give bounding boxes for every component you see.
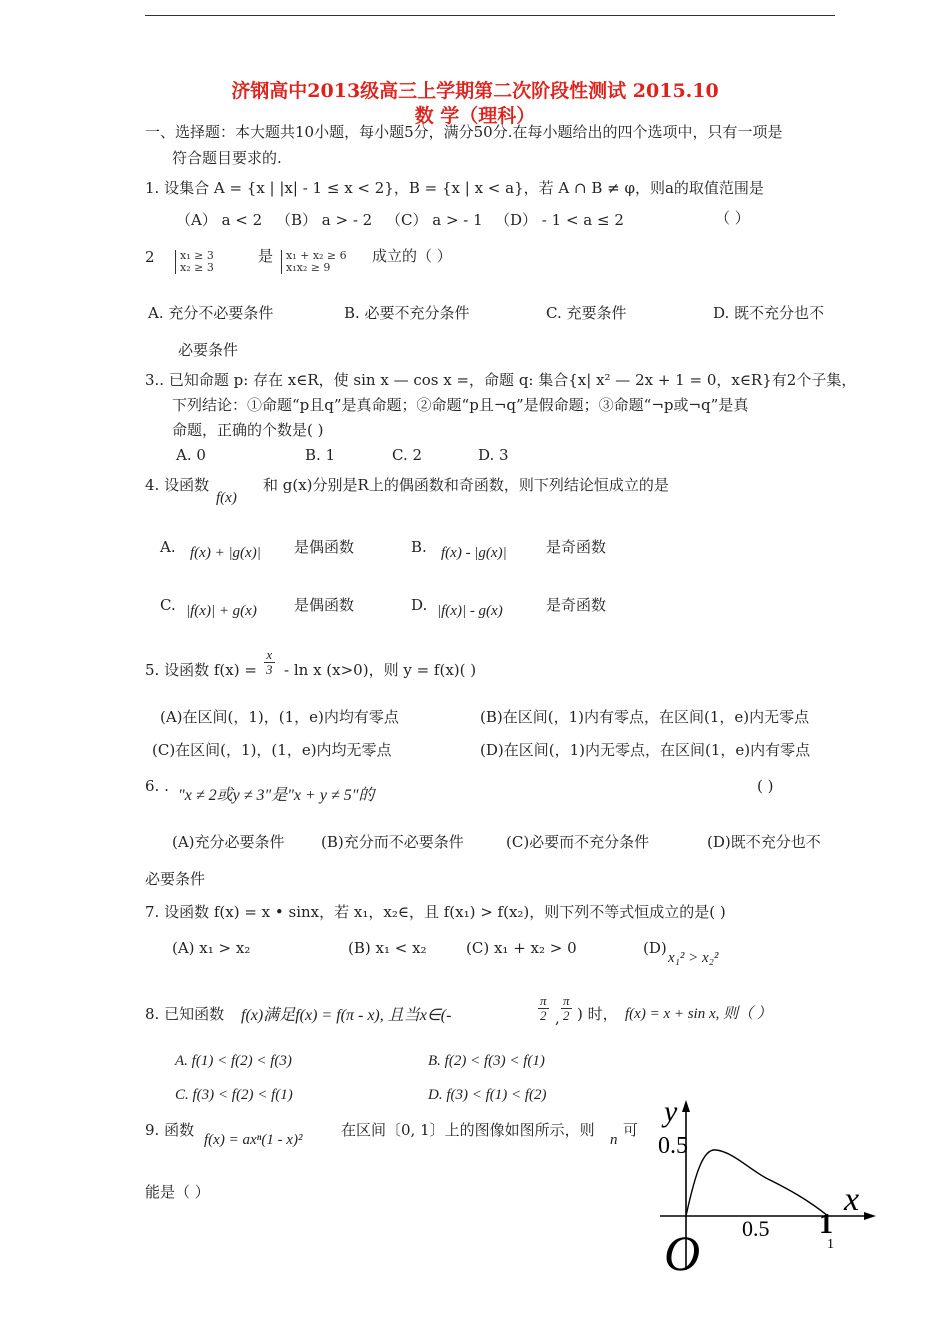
q3-option-b: B. 1 — [305, 446, 336, 464]
q7-option-a: (A) x₁ > x₂ — [172, 939, 251, 957]
q8-frac1-den: 2 — [540, 1008, 547, 1023]
q7-option-b: (B) x₁ < x₂ — [348, 939, 427, 957]
q8-stem-d: f(x) = x + sin x, 则（ ） — [625, 1006, 772, 1022]
q3-line2: 下列结论：①命题“p且q”是真命题；②命题“p且¬q”是假命题；③命题“¬p或¬q”是真 — [172, 396, 749, 414]
x-tick-label-one: 1 — [819, 1209, 833, 1240]
q8-stem-c: ) 时， — [577, 1005, 618, 1023]
q4-stem-a: 4. 设函数 — [145, 476, 210, 494]
q3-option-c: C. 2 — [392, 446, 423, 464]
q4-option-b-expr: f(x) - |g(x)| — [441, 545, 507, 561]
q4-fx: f(x) — [216, 490, 237, 506]
q7-option-d-label: (D) — [643, 939, 667, 957]
q8-option-b: B. f(2) < f(3) < f(1) — [428, 1053, 545, 1069]
q8-frac2-den: 2 — [563, 1008, 570, 1023]
q5-fraction — [264, 648, 275, 677]
origin-label: O — [664, 1225, 701, 1280]
q8-frac1-num: π — [540, 993, 547, 1008]
q3-option-d: D. 3 — [478, 446, 509, 464]
q4-option-a-expr: f(x) + |g(x)| — [190, 545, 261, 561]
y-axis-label: y — [664, 1095, 678, 1128]
q4-option-b-tail: 是奇函数 — [546, 538, 607, 556]
page-title: 济钢高中2013级高三上学期第二次阶段性测试 2015.10 — [231, 80, 719, 102]
q5-frac-den: 3 — [266, 662, 273, 677]
q8-fraction-2 — [561, 994, 572, 1023]
section-heading: 一、选择题：本大题共10小题，每小题5分，满分50分.在每小题给出的四个选项中，只有一项是 — [145, 123, 783, 141]
q1-option-c: （C） a > - 1 — [386, 211, 483, 229]
q9-stem-c: 可 — [623, 1121, 639, 1139]
q1-option-d: （D） - 1 < a ≤ 2 — [495, 211, 624, 229]
q8-fraction-1 — [538, 994, 549, 1023]
q6-option-c: (C)必要而不充分条件 — [506, 833, 650, 851]
q3-option-a: A. 0 — [176, 446, 206, 464]
x-axis-label: x — [844, 1181, 860, 1218]
q7-option-c: (C) x₁ + x₂ > 0 — [466, 939, 577, 957]
function-curve — [686, 1150, 828, 1216]
q6-answer-paren: ( ) — [757, 777, 774, 795]
q4-stem-b: 和 g(x)分别是R上的偶函数和奇函数，则下列结论恒成立的是 — [263, 476, 669, 494]
y-tick-label: 0.5 — [658, 1133, 688, 1159]
q2-option-c: C. 充要条件 — [546, 304, 627, 322]
q2-system-1 — [175, 250, 214, 274]
q4-option-c-tail: 是偶函数 — [294, 596, 355, 614]
q5-option-b: (B)在区间(，1)内有零点，在区间(1，e)内无零点 — [480, 708, 810, 726]
q2-sys1-line1: x₁ ≥ 3 — [180, 249, 214, 262]
q4-option-a-tail: 是偶函数 — [294, 538, 355, 556]
section-heading-cont: 符合题目要求的. — [172, 149, 282, 167]
q7-option-d-expr: x₁² > x₂² — [668, 950, 719, 966]
q6-option-d: (D)既不充分也不 — [707, 833, 821, 851]
q2-sys2-line2: x₁x₂ ≥ 9 — [286, 261, 331, 274]
q2-number: 2 — [145, 248, 155, 266]
q2-sys1-line2: x₂ ≥ 3 — [180, 261, 214, 274]
q4-option-d-tail: 是奇函数 — [546, 596, 607, 614]
q4-option-c-label: C. — [160, 596, 176, 614]
q8-comma: , — [555, 1009, 560, 1027]
q1-stem: 1. 设集合 A = {x | |x| - 1 ≤ x < 2}，B = {x | x < a}，若 A ∩ B ≠ φ，则a的取值范围是 — [145, 179, 764, 197]
q2-system-2 — [281, 250, 347, 274]
q4-option-d-expr: |f(x)| - g(x) — [437, 603, 503, 619]
q2-sys2-line1: x₁ + x₂ ≥ 6 — [286, 249, 347, 262]
q3-line1: 3.. 已知命题 p: 存在 x∈R，使 sin x — cos x =，命题 q: 集合{x| x² — 2x + 1 = 0，x∈R}有2个子集， — [145, 371, 857, 389]
q9-line2: 能是（ ） — [145, 1183, 210, 1201]
y-axis-arrow — [682, 1100, 690, 1112]
function-graph — [640, 1090, 880, 1280]
q8-stem-b: f(x)满足f(x) = f(π - x), 且当x∈(- — [241, 1007, 452, 1024]
q2-option-a: A. 充分不必要条件 — [148, 304, 274, 322]
q6-number: 6. . — [145, 777, 169, 795]
q9-stem-b: 在区间〔0, 1〕上的图像如图所示，则 — [341, 1121, 595, 1139]
q8-option-d: D. f(3) < f(1) < f(2) — [428, 1087, 547, 1103]
q6-option-d-cont: 必要条件 — [145, 870, 206, 888]
q9-expr: f(x) = axⁿ(1 - x)² — [204, 1132, 303, 1148]
q5-frac-num: x — [264, 648, 275, 663]
q4-option-a-label: A. — [160, 538, 176, 556]
q9-n: n — [610, 1132, 618, 1148]
q8-frac2-num: π — [563, 993, 570, 1008]
q2-is: 是 — [258, 247, 274, 265]
q3-line3: 命题，正确的个数是( ) — [172, 421, 324, 439]
q4-option-d-label: D. — [411, 596, 428, 614]
q2-tail: 成立的（ ） — [372, 247, 452, 265]
q5-stem-a: 5. 设函数 f(x) = — [145, 661, 257, 679]
q9-stem-a: 9. 函数 — [145, 1121, 195, 1139]
q4-option-b-label: B. — [411, 538, 427, 556]
q5-option-d: (D)在区间(，1)内无零点，在区间(1，e)内有零点 — [480, 741, 811, 759]
x-tick-label-half: 0.5 — [742, 1216, 770, 1241]
q7-stem: 7. 设函数 f(x) = x • sinx，若 x₁，x₂∈，且 f(x₁) > f(x₂)，则下列不等式恒成立的是( ) — [145, 903, 726, 921]
x-axis-arrow — [864, 1212, 876, 1220]
q1-option-a: （A） a < 2 — [176, 211, 263, 229]
q5-option-c: (C)在区间(，1)，(1，e)内均无零点 — [152, 741, 392, 759]
q6-option-a: (A)充分必要条件 — [172, 833, 285, 851]
q2-option-d-cont: 必要条件 — [178, 341, 239, 359]
q4-option-c-expr: |f(x)| + g(x) — [186, 603, 257, 619]
q6-stem: "x ≠ 2或y ≠ 3"是"x + y ≠ 5"的 — [178, 787, 375, 804]
q8-option-a: A. f(1) < f(2) < f(3) — [175, 1053, 292, 1069]
q2-option-d: D. 既不充分也不 — [713, 304, 825, 322]
q8-option-c: C. f(3) < f(2) < f(1) — [175, 1087, 293, 1103]
q5-option-a: (A)在区间(，1)，(1，e)内均有零点 — [160, 708, 399, 726]
q6-option-b: (B)充分而不必要条件 — [321, 833, 464, 851]
page-subtitle: 数 学（理科） — [414, 105, 536, 127]
q1-option-b: （B） a > - 2 — [276, 211, 373, 229]
q5-stem-b: - ln x (x>0)，则 y = f(x)( ) — [284, 661, 477, 679]
x-tick-label-sub: 1 — [827, 1237, 834, 1252]
top-rule — [145, 15, 835, 16]
q8-stem-a: 8. 已知函数 — [145, 1005, 225, 1023]
q2-option-b: B. 必要不充分条件 — [344, 304, 470, 322]
q1-answer-paren: （ ） — [715, 209, 750, 227]
